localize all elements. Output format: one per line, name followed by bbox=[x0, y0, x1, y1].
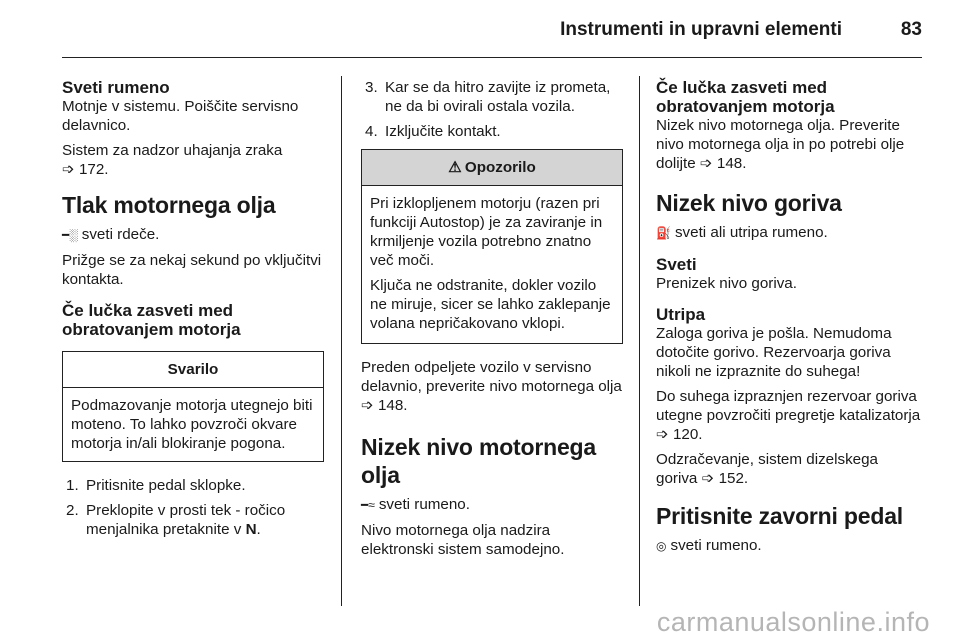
header-rule bbox=[62, 57, 922, 58]
paragraph: Zaloga goriva je pošla. Nemudoma dotočite gorivo. Rezervoarja goriva nikoli ne izpraznite do suhega! bbox=[656, 325, 892, 380]
heading-pritisnite-zavorni-pedal: Pritisnite zavorni pedal bbox=[656, 503, 903, 529]
paragraph: Motnje v sistemu. Poiščite servisno delavnico. bbox=[62, 98, 299, 134]
paragraph: Nivo motornega olja nadzira elektronski sistem samodejno. bbox=[361, 522, 565, 558]
caution-box-text: Podmazovanje motorja utegnejo biti moteno. To lahko povzroči okvare motorja in/ali blokiranje pogona. bbox=[71, 397, 313, 452]
paragraph: Prižge se za nekaj sekund po vključitvi kontakta. bbox=[62, 252, 322, 288]
heading-sveti-rumeno: Sveti rumeno bbox=[62, 78, 170, 97]
heading-utripa: Utripa bbox=[656, 305, 706, 324]
fuel-pump-icon: ⛽ bbox=[656, 226, 671, 240]
watermark: carmanualsonline.info bbox=[656, 607, 930, 637]
list-item: 2. Preklopite v prosti tek - ročico menjalnika pretaknite v N. bbox=[66, 502, 286, 538]
paragraph: Preden odpeljete vozilo v servisno delavnio, preverite nivo motornega olja ➩ 148. bbox=[361, 359, 622, 414]
heading-nizek-nivo-goriva: Nizek nivo goriva bbox=[656, 190, 842, 216]
paragraph: ━░ sveti rdeče. bbox=[62, 226, 160, 243]
heading-lucka-zasveti: Če lučka zasveti med obratovanjem motorja bbox=[62, 301, 241, 339]
paragraph: ━≈ sveti rumeno. bbox=[361, 496, 470, 513]
warning-box-title: ⚠ Opozorilo bbox=[362, 150, 622, 186]
paragraph: Nizek nivo motornega olja. Preverite nivo motornega olja in po potrebi olje dolijte ➩ 148. bbox=[656, 117, 905, 172]
oil-can-icon: ━░ bbox=[62, 228, 78, 242]
page-header-title: Instrumenti in upravni elementi bbox=[560, 19, 842, 40]
column-2 bbox=[361, 78, 623, 565]
steps-list-continued bbox=[361, 78, 623, 141]
caution-box bbox=[62, 351, 324, 462]
warning-box-text: Pri izklopljenem motorju (razen pri funkciji Autostop) je za zaviranje in krmiljenje vozila potrebno znatno več moči. bbox=[370, 195, 603, 269]
heading-tlak-motornega-olja: Tlak motornega olja bbox=[62, 192, 276, 218]
paragraph: Prenizek nivo goriva. bbox=[656, 275, 797, 292]
page-ref-icon: ➩ bbox=[361, 397, 374, 414]
oil-level-icon: ━≈ bbox=[361, 498, 375, 512]
warning-triangle-icon: ⚠ bbox=[448, 159, 462, 176]
paragraph: Odzračevanje, sistem dizelskega goriva ➩ 152. bbox=[656, 451, 879, 487]
page-ref-icon: ➩ bbox=[699, 155, 713, 172]
list-item: 3. Kar se da hitro zavijte iz prometa, ne da bi ovirali ostala vozila. bbox=[365, 79, 611, 115]
list-item: 1. Pritisnite pedal sklopke. bbox=[66, 477, 246, 494]
heading-lucka-zasveti-2: Če lučka zasveti med obratovanjem motorja bbox=[656, 78, 835, 116]
page-ref-icon: ➩ bbox=[62, 161, 75, 178]
heading-nizek-nivo-olja: Nizek nivo motornega olja bbox=[361, 434, 596, 488]
page-number: 83 bbox=[900, 19, 922, 40]
page-ref-icon: ➩ bbox=[656, 426, 669, 443]
column-divider-1 bbox=[341, 76, 342, 606]
column-1 bbox=[62, 78, 324, 545]
paragraph: Sistem za nadzor uhajanja zraka ➩ 172. bbox=[62, 142, 283, 178]
warning-box-text: Ključa ne odstranite, dokler vozilo ne miruje, sicer se lahko zaklepanje volana nepričakovano vklopi. bbox=[370, 277, 611, 332]
list-item: 4. Izključite kontakt. bbox=[365, 123, 501, 140]
caution-box-title: Svarilo bbox=[63, 352, 323, 388]
column-3 bbox=[656, 78, 922, 562]
paragraph: ◎ sveti rumeno. bbox=[656, 537, 762, 554]
paragraph: Do suhega izpraznjen rezervoar goriva utegne povzročiti pregretje katalizatorja ➩ 120. bbox=[656, 388, 921, 443]
steps-list bbox=[62, 476, 324, 539]
column-divider-2 bbox=[639, 76, 640, 606]
heading-sveti: Sveti bbox=[656, 255, 697, 274]
paragraph: ⛽ sveti ali utripa rumeno. bbox=[656, 224, 828, 241]
brake-pedal-icon: ◎ bbox=[656, 539, 667, 553]
page-ref-icon: ➩ bbox=[701, 470, 715, 487]
warning-box bbox=[361, 149, 623, 344]
